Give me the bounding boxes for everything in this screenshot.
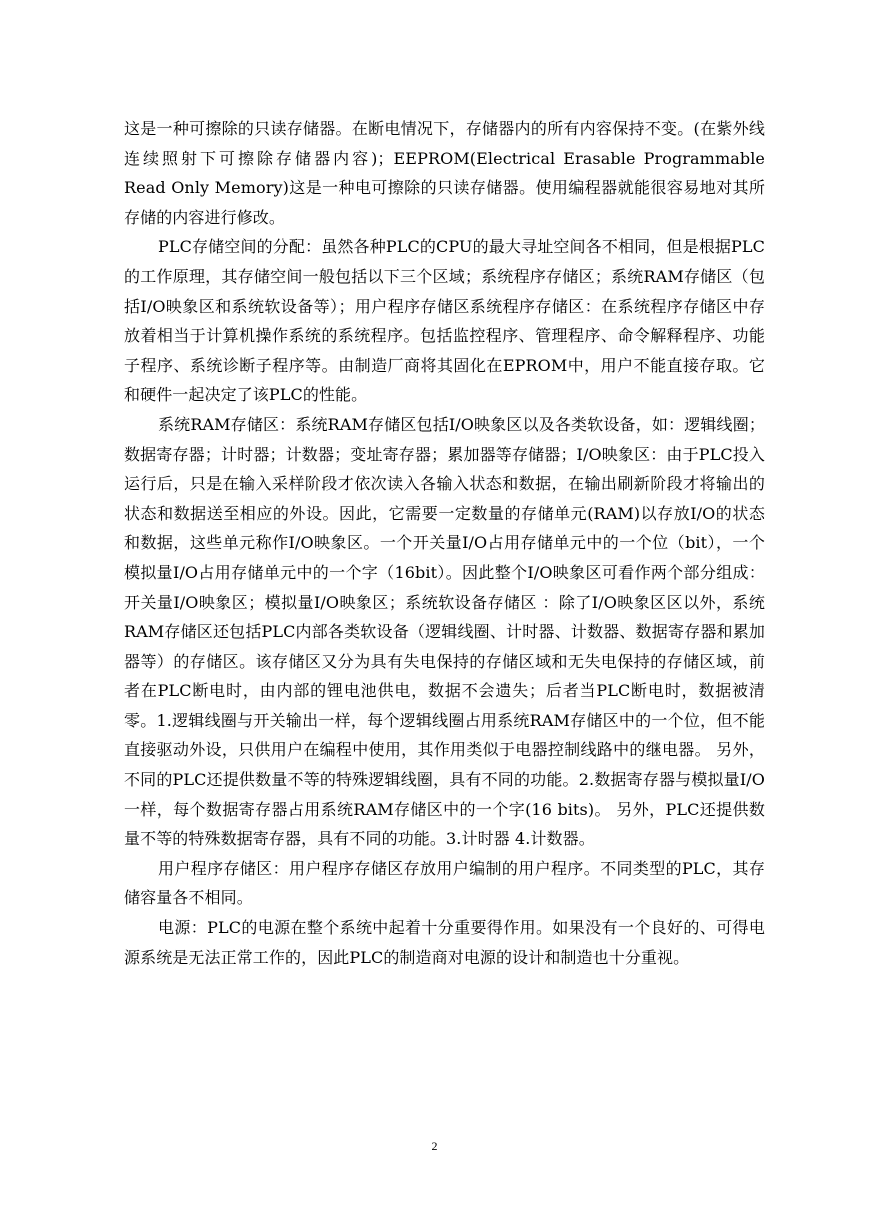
paragraph-eeprom: 这是一种可擦除的只读存储器。在断电情况下，存储器内的所有内容保持不变。(在紫外线连续照射下可擦除存储器内容)；EEPROM(Electrical Erasable Programmable Read Only Memory)这是一种电可擦除的只读存储器。使用编程器就能很容易地对其所存储的内容进行修改。	[124, 119, 765, 227]
paragraph-system-ram: 系统RAM存储区：系统RAM存储区包括I/O映象区以及各类软设备，如：逻辑线圈；数据寄存器；计时器；计数器；变址寄存器；累加器等存储器；I/O映象区：由于PLC投入运行后，只是在输入采样阶段才依次读入各输入状态和数据，在输出刷新阶段才将输出的状态和数据送至相应的外设。因此，它需要一定数量的存储单元(RAM)以存放I/O的状态和数据，这些单元称作I/O映象区。一个开关量I/O占用存储单元中的一个位（bit），一个模拟量I/O占用存储单元中的一个字（16bit）。因此整个I/O映象区可看作两个部分组成：开关量I/O映象区；模拟量I/O映象区；系统软设备存储区 ：除了I/O映象区区以外，系统RAM存储区还包括PLC内部各类软设备（逻辑线圈、计时器、计数器、数据寄存器和累加器等）的存储区。该存储区又分为具有失电保持的存储区域和无失电保持的存储区域，前者在PLC断电时，由内部的锂电池供电，数据不会遗失；后者当PLC断电时，数据被清零。1.逻辑线圈与开关输出一样，每个逻辑线圈占用系统RAM存储区中的一个位，但不能直接驱动外设，只供用户在编程中使用，其作用类似于电器控制线路中的继电器。 另外，不同的PLC还提供数量不等的特殊逻辑线圈，具有不同的功能。2.数据寄存器与模拟量I/O一样，每个数据寄存器占用系统RAM存储区中的一个字(16 bits)。 另外，PLC还提供数量不等的特殊数据寄存器，具有不同的功能。3.计时器 4.计数器。	[124, 414, 765, 849]
paragraph-user-program: 用户程序存储区：用户程序存储区存放用户编制的用户程序。不同类型的PLC，其存储容量各不相同。	[124, 858, 765, 908]
document-body	[124, 114, 765, 972]
page-number: 2	[431, 1139, 438, 1153]
paragraph-memory-allocation: PLC存储空间的分配：虽然各种PLC的CPU的最大寻址空间各不相同，但是根据PLC的工作原理，其存储空间一般包括以下三个区域；系统程序存储区；系统RAM存储区（包括I/O映象区和系统软设备等）；用户程序存储区系统程序存储区：在系统程序存储区中存放着相当于计算机操作系统的系统程序。包括监控程序、管理程序、命令解释程序、功能子程序、系统诊断子程序等。由制造厂商将其固化在EPROM中，用户不能直接存取。它和硬件一起决定了该PLC的性能。	[124, 237, 765, 405]
paragraph-power-supply: 电源：PLC的电源在整个系统中起着十分重要得作用。如果没有一个良好的、可得电源系统是无法正常工作的，因此PLC的制造商对电源的设计和制造也十分重视。	[124, 918, 765, 967]
